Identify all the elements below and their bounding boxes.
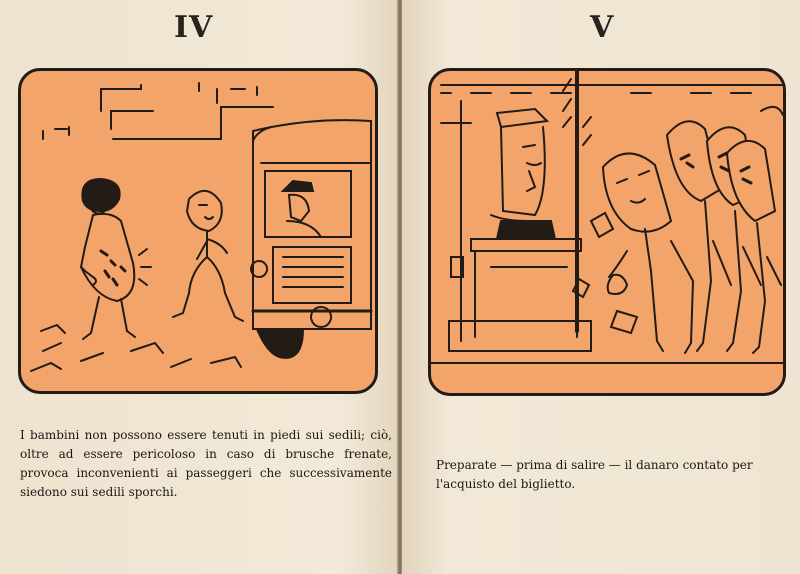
bus-boarding-illustration bbox=[21, 71, 375, 391]
illustration-panel-v bbox=[428, 68, 786, 396]
illustration-panel-iv bbox=[18, 68, 378, 394]
caption-iv-text: I bambini non possono essere tenuti in piedi sui sedili; ciò, oltre ad essere pericoloso in caso di brusche frenate, provoca inconvenienti ai passeggeri che successivamente siedono sui sedili sporchi. bbox=[20, 428, 392, 499]
ticket-queue-illustration bbox=[431, 71, 783, 393]
caption-v bbox=[436, 456, 796, 494]
page-numeral-v: V bbox=[590, 10, 615, 45]
page-numeral-iv: IV bbox=[174, 10, 214, 45]
caption-v-text: Preparate — prima di salire — il danaro contato per l'acquisto del biglietto. bbox=[436, 458, 753, 491]
caption-iv bbox=[20, 426, 392, 502]
left-page bbox=[0, 0, 398, 574]
